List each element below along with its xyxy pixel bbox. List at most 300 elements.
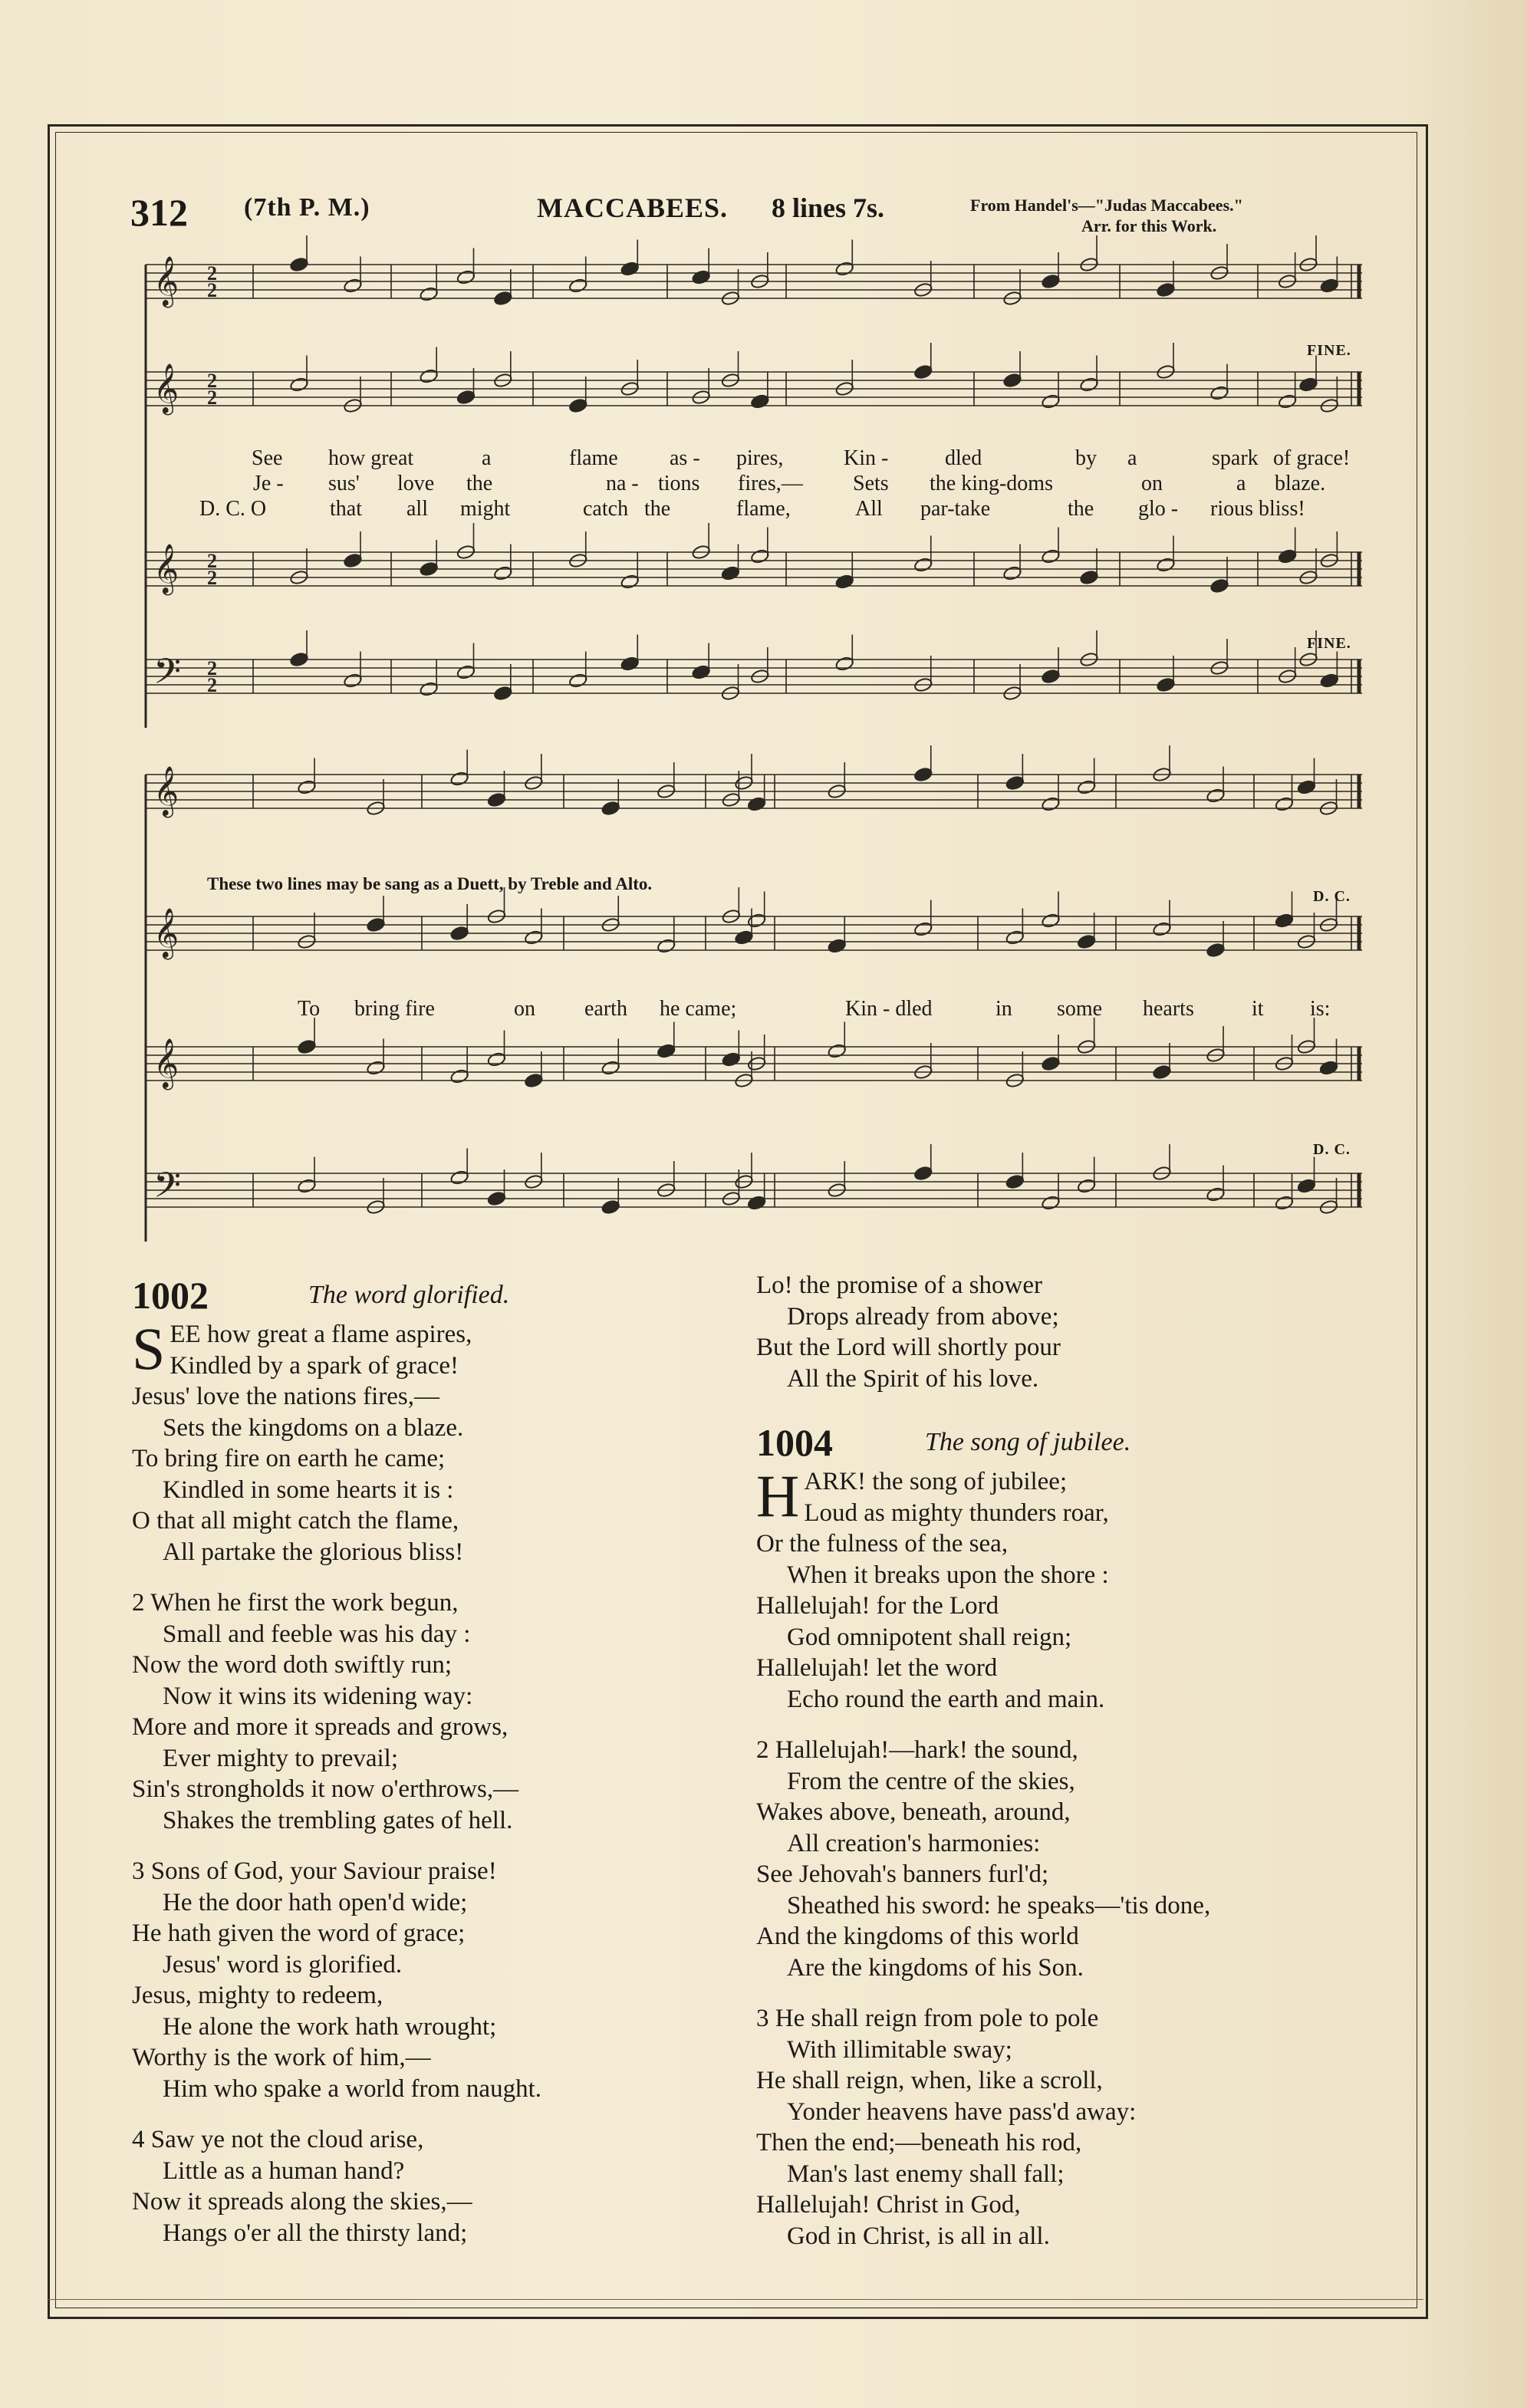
verse-line: [132, 1537, 745, 1568]
note-head: [747, 913, 766, 929]
note-head: [487, 1191, 506, 1207]
note-head: [1041, 393, 1060, 410]
note-head: [1278, 393, 1297, 410]
drop-cap: S: [132, 1315, 166, 1382]
lyric-syllable: a: [1127, 446, 1137, 470]
verse-text: With illimitable sway;: [787, 2035, 1012, 2064]
note-head: [1298, 377, 1318, 393]
verse-line: [132, 1712, 745, 1743]
note-head: [1041, 796, 1060, 812]
music-staff: [146, 630, 1362, 701]
verse-line: [756, 2159, 1385, 2190]
verse-line: [756, 1890, 1385, 1922]
lyric-syllable: some: [1057, 997, 1103, 1021]
verse-line: [756, 1684, 1385, 1716]
note-head: [1041, 669, 1060, 685]
verse-text: Ever mighty to prevail;: [163, 1744, 399, 1772]
verse-line: [132, 2186, 745, 2218]
lyric-syllable: all: [406, 497, 428, 521]
lyric-syllable: a: [482, 446, 492, 470]
verse-text: And the kingdoms of this world: [756, 1923, 1079, 1950]
note-head: [620, 656, 640, 672]
note-head: [449, 1068, 469, 1084]
bass-clef-icon: 𝄢: [153, 651, 182, 701]
verse-text: Jesus, mighty to redeem,: [132, 1982, 383, 2009]
hymn-text: [756, 1270, 1385, 1394]
note-head: [1297, 1178, 1316, 1194]
verse-line: [132, 2042, 745, 2074]
note-head: [835, 574, 854, 590]
verse-text: Jesus' word is glorified.: [163, 1950, 403, 1979]
lyric-syllable: See: [252, 446, 283, 470]
note-head: [1275, 796, 1294, 812]
note-head: [524, 1073, 543, 1089]
verse-text: He shall reign, when, like a scroll,: [756, 2067, 1103, 2094]
lyric-syllable: fires,—: [738, 472, 803, 495]
note-head: [1077, 1178, 1096, 1194]
dc-mark: D. C.: [1313, 1141, 1351, 1158]
verse-line: [132, 1805, 745, 1837]
verse-line: But the Lord will shortly pour: [756, 1334, 1061, 1361]
verse-text: Sheathed his sword: he speaks—'tis done,: [787, 1891, 1211, 1919]
verse-text: Hallelujah! for the Lord: [756, 1592, 999, 1620]
lyric-syllable: Sets: [853, 472, 889, 495]
treble-clef-icon: 𝄞: [153, 908, 179, 958]
verse-line: [132, 1918, 745, 1949]
note-head: [449, 1169, 469, 1186]
note-head: [1156, 677, 1175, 693]
verse-line: [132, 2156, 745, 2187]
note-head: [524, 929, 543, 946]
verse-text: Or the fulness of the sea,: [756, 1530, 1009, 1558]
lyric-syllable: as -: [670, 446, 700, 470]
meter-lines: 8 lines 7s.: [772, 192, 885, 223]
lyric-syllable: Kin - dled: [845, 997, 933, 1021]
note-head: [828, 938, 847, 954]
verse-line: [756, 1952, 1385, 1984]
note-head: [419, 681, 438, 697]
note-head: [913, 364, 933, 380]
verse-text: More and more it spreads and grows,: [132, 1713, 508, 1741]
verse-line: [132, 1774, 745, 1805]
note-head: [419, 286, 438, 302]
note-head: [601, 1199, 620, 1216]
lyric-syllable: he came;: [660, 997, 737, 1021]
music-staff: [146, 1018, 1362, 1090]
verse-text: Loud as mighty thunders roar,: [804, 1498, 1109, 1527]
verse-text: When it breaks upon the shore :: [787, 1561, 1109, 1589]
music-staff: [146, 1144, 1362, 1215]
verse-text: O that all might catch the flame,: [132, 1507, 459, 1535]
verse-line: [756, 2003, 1385, 2035]
note-head: [1005, 1174, 1025, 1190]
verse-text: All partake the glorious bliss!: [163, 1538, 464, 1566]
note-head: [1320, 278, 1339, 294]
verse-text: 3 Sons of God, your Saviour praise!: [132, 1857, 497, 1885]
treble-clef-icon: 𝄞: [153, 544, 179, 594]
treble-clef-icon: 𝄞: [153, 766, 179, 816]
verse-text: See Jehovah's banners furl'd;: [756, 1860, 1049, 1888]
verse-text: Hangs o'er all the thirsty land;: [163, 2219, 468, 2247]
music-staff: [146, 745, 1362, 817]
lyric-syllable: flame,: [736, 497, 791, 521]
verse-line: [132, 1350, 745, 1382]
lyric-syllable: spark: [1212, 446, 1259, 470]
note-head: [366, 917, 385, 933]
stanza: [756, 1462, 1385, 1715]
verse-line: [756, 1528, 1385, 1560]
verse-line: [132, 2218, 745, 2249]
note-head: [289, 377, 308, 393]
note-head: [487, 792, 506, 808]
lyric-syllable: the: [466, 472, 493, 495]
verse-line: [756, 2189, 1385, 2221]
time-signature: 2: [207, 262, 217, 285]
time-signature: 2: [207, 674, 217, 696]
note-head: [1320, 673, 1339, 689]
time-signature: 2: [207, 657, 217, 679]
lyric-syllable: it: [1252, 997, 1264, 1021]
verse-line: [756, 1591, 1385, 1622]
note-head: [601, 801, 620, 817]
note-head: [1297, 779, 1316, 795]
music-staff: [146, 523, 1362, 595]
verse-line: [756, 1622, 1385, 1653]
note-head: [289, 257, 308, 273]
note-head: [419, 561, 438, 577]
time-signature: 2: [207, 387, 217, 409]
verse-line: [756, 1828, 1385, 1860]
verse-line: [756, 1766, 1385, 1798]
note-head: [913, 1166, 933, 1182]
lyric-syllable: that: [330, 497, 362, 521]
verse-line: [132, 1743, 745, 1775]
note-head: [568, 673, 587, 689]
verse-line: [756, 1498, 1385, 1529]
verse-line: [132, 2074, 745, 2105]
tune-name: MACCABEES.: [537, 192, 729, 223]
note-head: [601, 1060, 620, 1076]
note-head: [913, 557, 933, 573]
stanza: [132, 1856, 745, 2104]
verse-text: Yonder heavens have pass'd away:: [787, 2097, 1137, 2126]
treble-clef-icon: 𝄞: [153, 256, 179, 306]
verse-text: Echo round the earth and main.: [787, 1685, 1105, 1713]
verse-text: 2 When he first the work begun,: [132, 1589, 459, 1617]
lyric-syllable: earth: [584, 997, 627, 1021]
verse-text: Are the kingdoms of his Son.: [787, 1953, 1084, 1982]
verse-text: Sin's strongholds it now o'erthrows,—: [132, 1775, 519, 1803]
verse-line: [756, 2065, 1385, 2097]
treble-clef-icon: 𝄞: [153, 1038, 179, 1088]
hymn-text: [132, 1315, 745, 2248]
note-head: [1319, 1060, 1338, 1076]
verse-text: From the centre of the skies,: [787, 1767, 1075, 1795]
verse-line: [756, 2035, 1385, 2066]
meter-label: (7th P. M.): [244, 193, 370, 222]
note-head: [289, 652, 308, 668]
verse-text: Hallelujah! Christ in God,: [756, 2191, 1021, 2219]
note-head: [691, 269, 710, 285]
lyric-syllable: na -: [606, 472, 639, 495]
note-head: [1209, 578, 1229, 594]
verse-line: [756, 1859, 1385, 1890]
note-head: [493, 686, 512, 702]
verse-text: God omnipotent shall reign;: [787, 1623, 1072, 1651]
verse-text: 3 He shall reign from pole to pole: [756, 2005, 1099, 2032]
verse-line: All the Spirit of his love.: [787, 1364, 1039, 1393]
lyric-syllable: Je -: [253, 472, 284, 495]
verse-text: Little as a human hand?: [163, 2156, 405, 2185]
verse-text: Worthy is the work of him,—: [132, 2044, 431, 2071]
note-head: [456, 390, 476, 406]
lyric-syllable: by: [1075, 446, 1097, 470]
fine-mark: FINE.: [1307, 342, 1351, 359]
verse-text: Shakes the trembling gates of hell.: [163, 1806, 513, 1834]
note-head: [835, 656, 854, 672]
note-head: [493, 565, 512, 581]
note-head: [449, 771, 469, 787]
note-head: [1005, 929, 1025, 946]
note-head: [568, 398, 587, 414]
verse-line: Drops already from above;: [787, 1302, 1059, 1331]
note-head: [1156, 557, 1175, 573]
verse-text: Jesus' love the nations fires,—: [132, 1383, 439, 1410]
verse-text: Wakes above, beneath, around,: [756, 1798, 1071, 1826]
verse-text: Sets the kingdoms on a blaze.: [163, 1413, 464, 1442]
note-head: [835, 261, 854, 277]
note-head: [620, 261, 640, 277]
note-head: [1002, 565, 1022, 581]
note-head: [456, 269, 476, 285]
note-head: [1156, 282, 1175, 298]
verse-text: 2 Hallelujah!—hark! the sound,: [756, 1736, 1078, 1764]
note-head: [1077, 779, 1096, 795]
note-head: [620, 574, 640, 590]
verse-text: Now the word doth swiftly run;: [132, 1651, 453, 1679]
hymn-text: [756, 1462, 1385, 2252]
note-head: [1041, 1195, 1060, 1211]
lyric-syllable: catch: [583, 497, 629, 521]
lyric-syllable: bring fire: [354, 997, 435, 1021]
duet-note: These two lines may be sang as a Duett, by Treble and Alto.: [207, 874, 653, 893]
lyric-syllable: D. C. O: [199, 497, 267, 521]
verse-line: [132, 1681, 745, 1712]
note-head: [722, 1051, 741, 1067]
verse-line: [756, 1797, 1385, 1828]
hymn-title: The song of jubilee.: [925, 1428, 1131, 1456]
time-signature: 2: [207, 279, 217, 301]
note-head: [449, 926, 469, 942]
verse-text: EE how great a flame aspires,: [169, 1321, 472, 1348]
verse-text: God in Christ, is all in all.: [787, 2222, 1050, 2250]
verse-text: Small and feeble was his day :: [163, 1620, 471, 1648]
verse-line: [756, 2097, 1385, 2128]
verse-line: [132, 1505, 745, 1537]
note-head: [343, 553, 362, 569]
stanza: [132, 1315, 745, 1568]
note-head: [1041, 548, 1060, 564]
note-head: [366, 1060, 385, 1076]
lyric-syllable: To: [298, 997, 321, 1021]
note-head: [568, 278, 587, 294]
verse-line: [756, 2127, 1385, 2159]
bottom-rule: [48, 2299, 1423, 2300]
verse-line: [132, 1443, 745, 1475]
note-head: [297, 779, 316, 795]
note-head: [1002, 373, 1022, 389]
verse-line: [132, 1475, 745, 1506]
note-head: [1005, 775, 1025, 791]
stanza: [132, 2124, 745, 2248]
verse-text: Kindled in some hearts it is :: [163, 1475, 454, 1504]
lyric-syllable: blaze.: [1275, 472, 1326, 495]
verse-line: [132, 1413, 745, 1444]
note-head: [1206, 788, 1225, 804]
note-head: [913, 767, 933, 783]
verse-line: Lo! the promise of a shower: [756, 1271, 1042, 1299]
note-head: [1152, 921, 1171, 937]
time-signature: 2: [207, 567, 217, 589]
verse-line: [132, 1980, 745, 2012]
lyric-syllable: of grace!: [1273, 446, 1351, 470]
verse-line: [132, 1650, 745, 1681]
hymn-number: 1004: [756, 1421, 833, 1464]
lyric-syllable: hearts: [1143, 997, 1194, 1021]
note-head: [1041, 1056, 1060, 1072]
arrangement-note: Arr. for this Work.: [1081, 216, 1217, 235]
verse-line: [756, 1560, 1385, 1591]
verse-line: [132, 1619, 745, 1650]
music-staff: [146, 343, 1362, 415]
lyric-syllable: on: [514, 997, 535, 1021]
note-head: [747, 1195, 766, 1211]
dc-mark: D. C.: [1313, 888, 1351, 905]
lyric-syllable: tions: [658, 472, 700, 495]
note-head: [721, 565, 740, 581]
verse-text: Kindled by a spark of grace!: [169, 1351, 459, 1380]
verse-text: ARK! the song of jubilee;: [804, 1468, 1068, 1495]
stanza: [132, 1587, 745, 1836]
verse-text: He hath given the word of grace;: [132, 1919, 466, 1947]
lyric-syllable: All: [855, 497, 883, 521]
verse-text: All creation's harmonies:: [787, 1829, 1041, 1857]
note-head: [343, 673, 362, 689]
verse-line: [132, 1856, 745, 1887]
verse-text: Now it spreads along the skies,—: [132, 2188, 472, 2216]
note-head: [691, 664, 710, 680]
note-head: [734, 929, 753, 946]
note-head: [456, 664, 476, 680]
note-head: [1206, 1186, 1225, 1202]
verse-text: Him who spake a world from naught.: [163, 2074, 541, 2103]
note-head: [419, 368, 438, 384]
hymn-1002: [132, 1273, 745, 2248]
stanza: [756, 2003, 1385, 2252]
verse-line: [132, 2124, 745, 2156]
verse-text: Now it wins its widening way:: [163, 1682, 473, 1710]
verse-line: [132, 1887, 745, 1919]
verse-line: [132, 1949, 745, 1981]
note-head: [1278, 548, 1297, 564]
hymn-1002-continued: [756, 1270, 1385, 1394]
tune-source: From Handel's—"Judas Maccabees.": [970, 196, 1243, 215]
lyric-syllable: pires,: [736, 446, 784, 470]
note-head: [297, 1039, 316, 1055]
note-head: [657, 938, 676, 954]
verse-line: [756, 1921, 1385, 1952]
note-head: [1079, 377, 1098, 393]
verse-line: [756, 1653, 1385, 1684]
lyric-syllable: on: [1141, 472, 1163, 495]
time-signature: 2: [207, 550, 217, 572]
verse-text: Man's last enemy shall fall;: [787, 2160, 1065, 2188]
verse-text: To bring fire on earth he came;: [132, 1445, 446, 1472]
verse-text: He the door hath open'd wide;: [163, 1888, 468, 1916]
lyric-syllable: dled: [945, 446, 982, 470]
hymn-title: The word glorified.: [308, 1281, 510, 1309]
note-head: [1275, 913, 1294, 929]
note-head: [343, 278, 362, 294]
verse-line: [756, 2221, 1385, 2252]
note-head: [1206, 942, 1225, 959]
lyric-syllable: sus': [328, 472, 360, 495]
note-head: [1041, 274, 1060, 290]
note-head: [493, 291, 512, 307]
verse-text: He alone the work hath wrought;: [163, 2012, 497, 2041]
lyric-syllable: the king-doms: [930, 472, 1053, 495]
verse-line: [132, 1587, 745, 1619]
treble-clef-icon: 𝄞: [153, 364, 179, 413]
lyric-syllable: love: [397, 472, 435, 495]
lyric-syllable: par-take: [920, 497, 991, 521]
bass-clef-icon: 𝄢: [153, 1165, 182, 1215]
lyric-syllable: is:: [1310, 997, 1331, 1021]
verse-text: Hallelujah! let the word: [756, 1654, 998, 1682]
verse-text: Then the end;—beneath his rod,: [756, 2129, 1082, 2156]
lyric-syllable: in: [996, 997, 1012, 1021]
note-head: [913, 921, 933, 937]
note-head: [1079, 570, 1098, 586]
lyric-syllable: glo -: [1138, 497, 1179, 521]
music-staff: [146, 887, 1362, 959]
verse-line: [132, 1381, 745, 1413]
hymn-number: 1002: [132, 1274, 209, 1317]
lyric-syllable: rious bliss!: [1210, 497, 1305, 521]
note-head: [1041, 913, 1060, 929]
hymn-1004: [756, 1420, 1385, 2252]
stanza: [756, 1735, 1385, 1983]
note-head: [657, 1043, 676, 1059]
note-head: [828, 1043, 847, 1059]
verse-text: 4 Saw ye not the cloud arise,: [132, 2126, 424, 2153]
time-signature: 2: [207, 370, 217, 392]
lyric-syllable: Kin -: [844, 446, 889, 470]
note-head: [750, 393, 769, 410]
lyric-syllable: the: [644, 497, 671, 521]
music-staff: [146, 235, 1362, 308]
lyric-syllable: flame: [569, 446, 618, 470]
note-head: [297, 1178, 316, 1194]
page-number: 312: [130, 191, 188, 234]
lyric-syllable: a: [1236, 472, 1246, 495]
verse-line: [756, 1735, 1385, 1766]
verse-line: [132, 2012, 745, 2043]
note-head: [1152, 1064, 1171, 1081]
lyric-syllable: the: [1068, 497, 1094, 521]
note-head: [487, 1051, 506, 1067]
note-head: [1077, 934, 1096, 950]
